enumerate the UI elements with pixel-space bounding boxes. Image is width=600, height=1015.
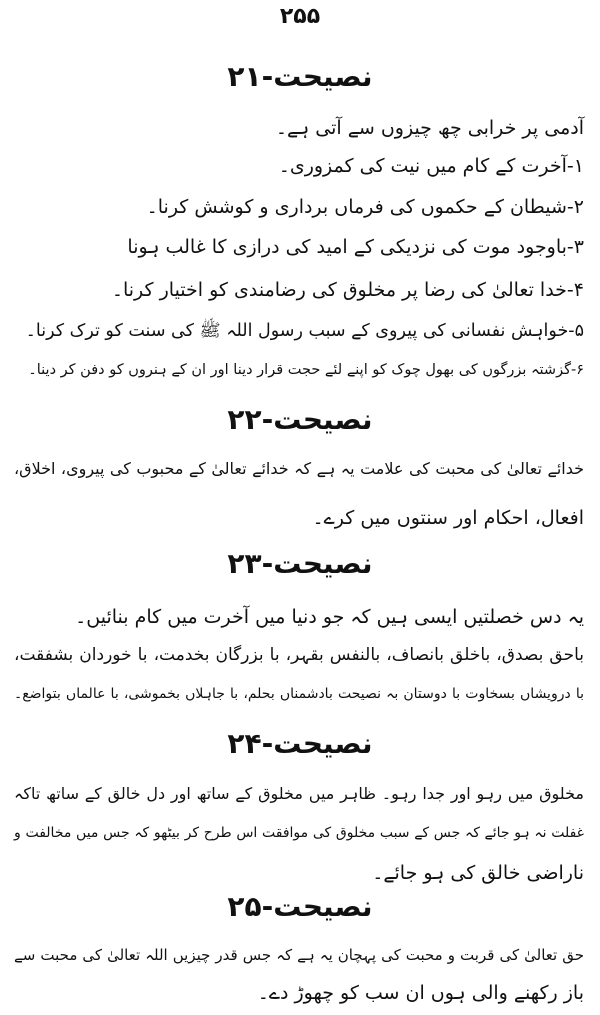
paragraph-line: حق تعالیٰ کی قربت و محبت کی پہچان یہ ہے کہ جس قدر چیزیں اللہ تعالیٰ کی محبت سے [14,946,584,964]
section-heading: نصیحت-۲۱ [227,60,373,93]
section-heading: نصیحت-۲۴ [227,727,373,760]
paragraph-line: غفلت نہ ہو جائے کہ جس کے سبب مخلوق کی موافقت اس طرح کر بیٹھو کہ جس میں مخالفت و [14,825,584,841]
list-item: ۱-آخرت کے کام میں نیت کی کمزوری۔ [278,155,584,177]
list-item: ۵-خواہش نفسانی کی پیروی کے سبب رسول اللہ ﷺ کی سنت کو ترک کرنا۔ [25,321,584,341]
list-item: ۳-باوجود موت کی نزدیکی کے امید کی درازی کا غالب ہونا [127,236,584,258]
paragraph-line: آدمی پر خرابی چھ چیزوں سے آتی ہے۔ [275,117,584,139]
section-heading: نصیحت-۲۲ [227,403,373,436]
paragraph-line: باز رکھنے والی ہوں ان سب کو چھوڑ دے۔ [257,982,584,1004]
section-heading: نصیحت-۲۳ [227,547,373,580]
list-item: ۲-شیطان کے حکموں کی فرماں برداری و کوشش کرنا۔ [146,196,584,218]
paragraph-line: خدائے تعالیٰ کی محبت کی علامت یہ ہے کہ خدائے تعالیٰ کے محبوب کی پیروی، اخلاق، [14,459,584,478]
paragraph-line: افعال، احکام اور سنتوں میں کرے۔ [312,507,584,529]
paragraph-line: ناراضی خالق کی ہو جائے۔ [372,862,584,884]
list-item: ۴-خدا تعالیٰ کی رضا پر مخلوق کی رضامندی کو اختیار کرنا۔ [111,279,584,301]
paragraph-line: باحق بصدق، باخلق بانصاف، بالنفس بقہر، با بزرگان بخدمت، با خوردان بشفقت، [14,645,584,665]
paragraph-line: با درویشاں بسخاوت با دوستان بہ نصیحت بادشمناں بحلم، با جاہلاں بخموشی، با عالماں بتواضع۔ [14,686,584,702]
list-item: ۶-گزشتہ بزرگوں کی بھول چوک کو اپنے لئے حجت قرار دینا اور ان کے ہنروں کو دفن کر دینا۔ [28,362,584,378]
paragraph-line: یہ دس خصلتیں ایسی ہیں کہ جو دنیا میں آخرت میں کام بنائیں۔ [75,606,584,628]
page-number: ۲۵۵ [279,4,321,29]
section-heading: نصیحت-۲۵ [227,890,373,923]
paragraph-line: مخلوق میں رہو اور جدا رہو۔ ظاہر میں مخلوق کے ساتھ اور دل خالق کے ساتھ تاکہ [14,784,584,803]
